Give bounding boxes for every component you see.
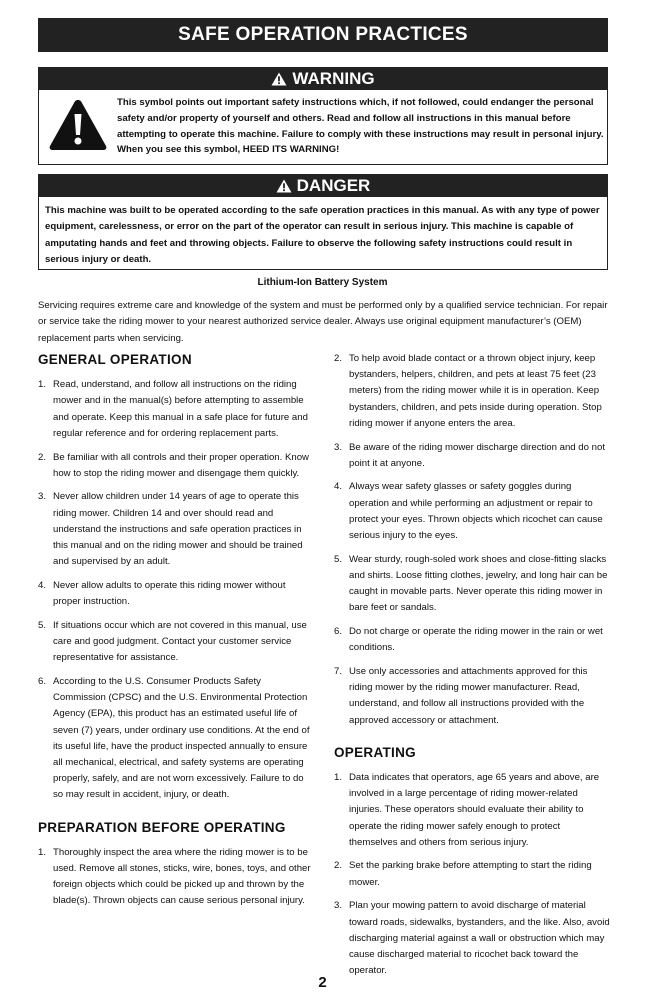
list-item-number: 1. [38, 846, 47, 858]
list-item [334, 898, 610, 979]
list-item-number: 4. [38, 579, 47, 591]
large-warning-triangle-icon [48, 98, 108, 152]
list-item-text: If situations occur which are not covered in this manual, use care and good judgment. Contact your customer service representative for assistance. [53, 619, 307, 664]
list-item-text: To help avoid blade contact or a thrown object injury, keep bystanders, helpers, children, and pets at least 75 feet (23 meters) from the riding mower while it is in operation. Keep bystanders, children, and pets inside during operation. Stop riding mower if anyone enters the area. [349, 353, 602, 429]
list-item-number: 2. [334, 860, 343, 872]
list-item [334, 858, 610, 890]
list-item-number: 6. [334, 626, 343, 638]
general-operation-list [38, 377, 314, 803]
list-item-text: Always wear safety glasses or safety goggles during operation and while performing an adjustment or repair to protect your eyes. Thrown objects which ricochet can cause serious injury to the eyes. [349, 481, 603, 542]
preparation-list [38, 845, 314, 910]
list-item-text: According to the U.S. Consumer Products Safety Commission (CPSC) and the U.S. Environmental Protection Agency (EPA), this product has an estimated useful life of seven (7) years, under ordinary use conditions. At the end of its useful life, have the product inspected annually to ensure all mechanical, electrical, and safety systems are operating properly, safely, and are not worn excessively. Failure to do so may result in accident, injury, or death. [53, 675, 310, 801]
list-item-number: 7. [334, 665, 343, 677]
list-item [38, 845, 314, 910]
list-item-text: Never allow children under 14 years of age to operate this riding mower. Children 14 and over should read and understand the instructions and safe operation practices in this manual and on the riding mower and should be trained and supervised by an adult. [53, 491, 303, 568]
list-item [38, 377, 314, 442]
list-item-number: 1. [334, 771, 343, 783]
page-title: SAFE OPERATION PRACTICES [38, 18, 608, 52]
list-item-text: Data indicates that operators, age 65 years and above, are involved in a large percentage of riding mower-related injuries. These operators should evaluate their ability to operate the riding mower safely enough to protect themselves and others from serious injury. [349, 771, 600, 848]
warning-triangle-icon [271, 72, 287, 86]
intro-paragraph: Servicing requires extreme care and knowledge of the system and must be performed only by a qualified service technician. For repair or service take the riding mower to your nearest authorized service dealer. Always use original equipment manufacturer’s (OEM) replacement parts when servicing. [38, 300, 608, 344]
right-column [334, 351, 610, 987]
list-item-number: 5. [334, 553, 343, 565]
warning-header [39, 68, 607, 90]
preparation-list-continued [334, 351, 610, 729]
list-item [334, 440, 610, 472]
list-item-text: Never allow adults to operate this riding mower without proper instruction. [53, 579, 286, 608]
list-item-number: 2. [38, 451, 47, 463]
list-item [334, 552, 610, 617]
warning-text: This symbol points out important safety instructions which, if not followed, could endanger the personal safety and/or property of yourself and others. Read and follow all instructions in this manual before attempting to operate this machine. Failure to comply with these instructions may result in personal injury. When you see this symbol, HEED ITS WARNING! [117, 97, 604, 156]
list-item-number: 6. [38, 675, 47, 687]
preparation-heading: PREPARATION BEFORE OPERATING [38, 819, 286, 835]
danger-header [39, 175, 607, 197]
warning-label: WARNING [292, 69, 375, 88]
list-item [334, 479, 610, 544]
general-operation-heading: GENERAL OPERATION [38, 352, 192, 367]
list-item-number: 3. [334, 441, 343, 453]
danger-box [38, 174, 608, 270]
list-item-number: 2. [334, 353, 343, 364]
list-item-text: Set the parking brake before attempting to start the riding mower. [349, 860, 592, 888]
list-item [334, 351, 610, 432]
warning-box [38, 67, 608, 165]
list-item-number: 3. [334, 900, 343, 912]
page-number: 2 [318, 974, 327, 991]
list-item-text: Do not charge or operate the riding mower in the rain or wet conditions. [349, 626, 603, 654]
list-item-text: Plan your mowing pattern to avoid discharge of material toward roads, sidewalks, bystanders, and the like. Also, avoid discharging material against a wall or obstruction which may cause discharged material to ricochet back toward the operator. [349, 900, 610, 977]
list-item [38, 674, 314, 804]
left-column [38, 352, 314, 917]
list-item-number: 1. [38, 379, 47, 391]
operating-list [334, 770, 610, 979]
list-item-text: Wear sturdy, rough-soled work shoes and close-fitting slacks and shirts. Loose fitting clothes, jewelry, and long hair can be caught in movable parts. Never operate this riding mower in bare feet or sandals. [349, 553, 608, 614]
battery-heading: Lithium-Ion Battery System [257, 277, 388, 288]
list-item [334, 624, 610, 656]
danger-text: This machine was built to be operated according to the safe operation practices in this manual. As with any type of power equipment, carelessness, or error on the part of the operator can result in serious injury. This machine is capable of amputating hands and feet and throwing objects. Failure to observe the following safety instructions could result in serious injury or death. [45, 205, 600, 266]
list-item [38, 489, 314, 570]
list-item-text: Be familiar with all controls and their proper operation. Know how to stop the riding mower and disengage them quickly. [53, 451, 309, 479]
list-item-number: 4. [334, 481, 343, 493]
operating-heading: OPERATING [334, 744, 416, 760]
list-item [38, 578, 314, 610]
list-item [38, 618, 314, 667]
danger-label: DANGER [296, 176, 371, 195]
list-item-text: Be aware of the riding mower discharge direction and do not point it at anyone. [349, 441, 605, 469]
list-item-text: Thoroughly inspect the area where the riding mower is to be used. Remove all stones, sticks, wire, bones, toys, and other foreign objects which could be picked up and thrown by the blade(s). Thrown objects can cause serious personal injury. [53, 846, 311, 907]
list-item-text: Read, understand, and follow all instructions on the riding mower and in the manual(s) before attempting to assemble and operate. Keep this manual in a safe place for future and regular reference and for ordering replacement parts. [53, 379, 308, 439]
list-item [334, 770, 610, 851]
list-item-number: 5. [38, 619, 47, 631]
list-item [38, 450, 314, 482]
danger-triangle-icon [276, 179, 292, 193]
list-item [334, 664, 610, 729]
list-item-number: 3. [38, 491, 47, 503]
list-item-text: Use only accessories and attachments approved for this riding mower by the riding mower manufacturer. Read, understand, and follow all instructions provided with the approved accessory or attachment. [349, 665, 588, 726]
